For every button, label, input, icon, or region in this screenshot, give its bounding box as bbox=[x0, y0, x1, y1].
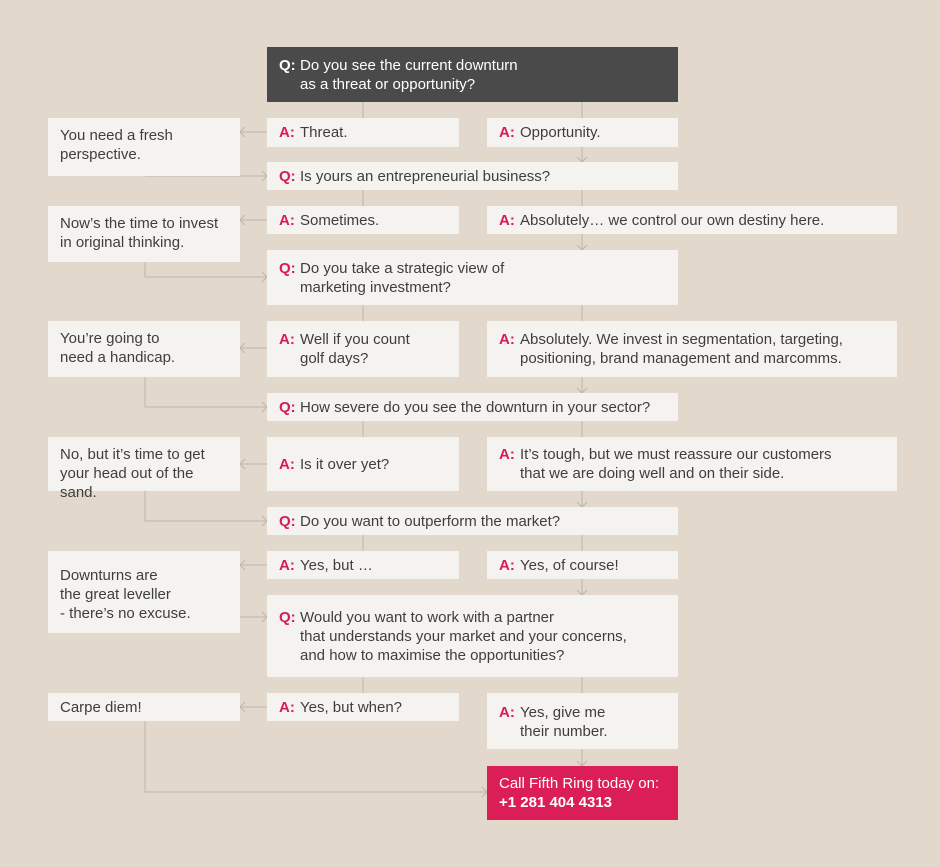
answer-prefix: A: bbox=[279, 698, 295, 716]
outcome-text: You need a fresh perspective. bbox=[60, 127, 173, 163]
outcome-2 bbox=[48, 206, 240, 262]
answer-left-2 bbox=[267, 206, 459, 234]
answer-right-6 bbox=[487, 693, 678, 749]
question-2 bbox=[267, 162, 678, 190]
answer-prefix: A: bbox=[499, 556, 515, 574]
outcome-text: Downturns are the great leveller - there’s no excuse. bbox=[60, 567, 191, 622]
answer-text: Yes, of course! bbox=[520, 556, 619, 574]
answer-prefix: A: bbox=[279, 556, 295, 574]
answer-text: Absolutely… we control our own destiny here. bbox=[520, 211, 825, 229]
answer-right-2 bbox=[487, 206, 897, 234]
question-prefix: Q: bbox=[279, 56, 296, 74]
outcome-text: Now’s the time to invest in original thinking. bbox=[60, 215, 219, 251]
answer-text: Is it over yet? bbox=[300, 455, 390, 473]
answer-text: Yes, but … bbox=[300, 556, 373, 574]
answer-right-3 bbox=[487, 321, 897, 377]
outcome-text: No, but it’s time to get your head out of the sand. bbox=[60, 446, 205, 501]
answer-text: Sometimes. bbox=[300, 211, 380, 229]
answer-right-1 bbox=[487, 118, 678, 147]
answer-left-4 bbox=[267, 437, 459, 491]
outcome-4 bbox=[48, 437, 240, 501]
outcome-5 bbox=[48, 551, 240, 633]
outcome-3 bbox=[48, 321, 240, 377]
question-6 bbox=[267, 595, 678, 677]
answer-text: Opportunity. bbox=[520, 124, 601, 141]
question-text: Do you want to outperform the market? bbox=[300, 512, 561, 530]
outcome-text: Carpe diem! bbox=[60, 698, 142, 716]
answer-right-5 bbox=[487, 551, 678, 579]
question-4 bbox=[267, 393, 678, 421]
question-5 bbox=[267, 507, 678, 535]
answer-text: Yes, give me their number. bbox=[520, 704, 608, 740]
question-prefix: Q: bbox=[279, 512, 296, 530]
question-text: Do you see the current downturn as a threat or opportunity? bbox=[300, 56, 518, 93]
answer-left-6 bbox=[267, 693, 459, 721]
answer-text: Threat. bbox=[300, 124, 348, 141]
answer-prefix: A: bbox=[279, 331, 295, 348]
question-prefix: Q: bbox=[279, 167, 296, 185]
outcome-1 bbox=[48, 118, 240, 176]
question-text: How severe do you see the downturn in your sector? bbox=[300, 398, 651, 416]
question-prefix: Q: bbox=[279, 259, 296, 277]
question-3 bbox=[267, 250, 678, 305]
answer-prefix: A: bbox=[499, 331, 515, 348]
answer-left-5 bbox=[267, 551, 459, 579]
question-text: Would you want to work with a partner that understands your market and your concerns, and how to maximise the opportunities? bbox=[300, 608, 627, 664]
cta-label: Call Fifth Ring today on: bbox=[499, 775, 660, 792]
answer-right-4 bbox=[487, 437, 897, 491]
answer-prefix: A: bbox=[499, 446, 515, 463]
answer-prefix: A: bbox=[499, 704, 515, 721]
answer-text: Well if you count golf days? bbox=[300, 331, 410, 367]
answer-prefix: A: bbox=[279, 211, 295, 229]
answer-prefix: A: bbox=[499, 124, 515, 141]
answer-prefix: A: bbox=[279, 455, 295, 473]
question-text: Do you take a strategic view of marketing investment? bbox=[300, 259, 505, 296]
question-prefix: Q: bbox=[279, 608, 296, 626]
answer-left-3 bbox=[267, 321, 459, 377]
answer-prefix: A: bbox=[279, 124, 295, 141]
question-text: Is yours an entrepreneurial business? bbox=[300, 167, 551, 185]
outcome-text: You’re going to need a handicap. bbox=[60, 330, 176, 366]
answer-prefix: A: bbox=[499, 211, 515, 229]
call-to-action bbox=[487, 766, 678, 820]
answer-left-1 bbox=[267, 118, 459, 147]
cta-phone-number: +1 281 404 4313 bbox=[499, 794, 613, 811]
question-1 bbox=[267, 47, 678, 102]
answer-text: It’s tough, but we must reassure our customers that we are doing well and on their side. bbox=[520, 446, 832, 482]
outcome-6 bbox=[48, 693, 240, 721]
answer-text: Absolutely. We invest in segmentation, targeting, positioning, brand management and marcomms. bbox=[520, 331, 843, 367]
question-prefix: Q: bbox=[279, 398, 296, 416]
answer-text: Yes, but when? bbox=[300, 698, 403, 716]
